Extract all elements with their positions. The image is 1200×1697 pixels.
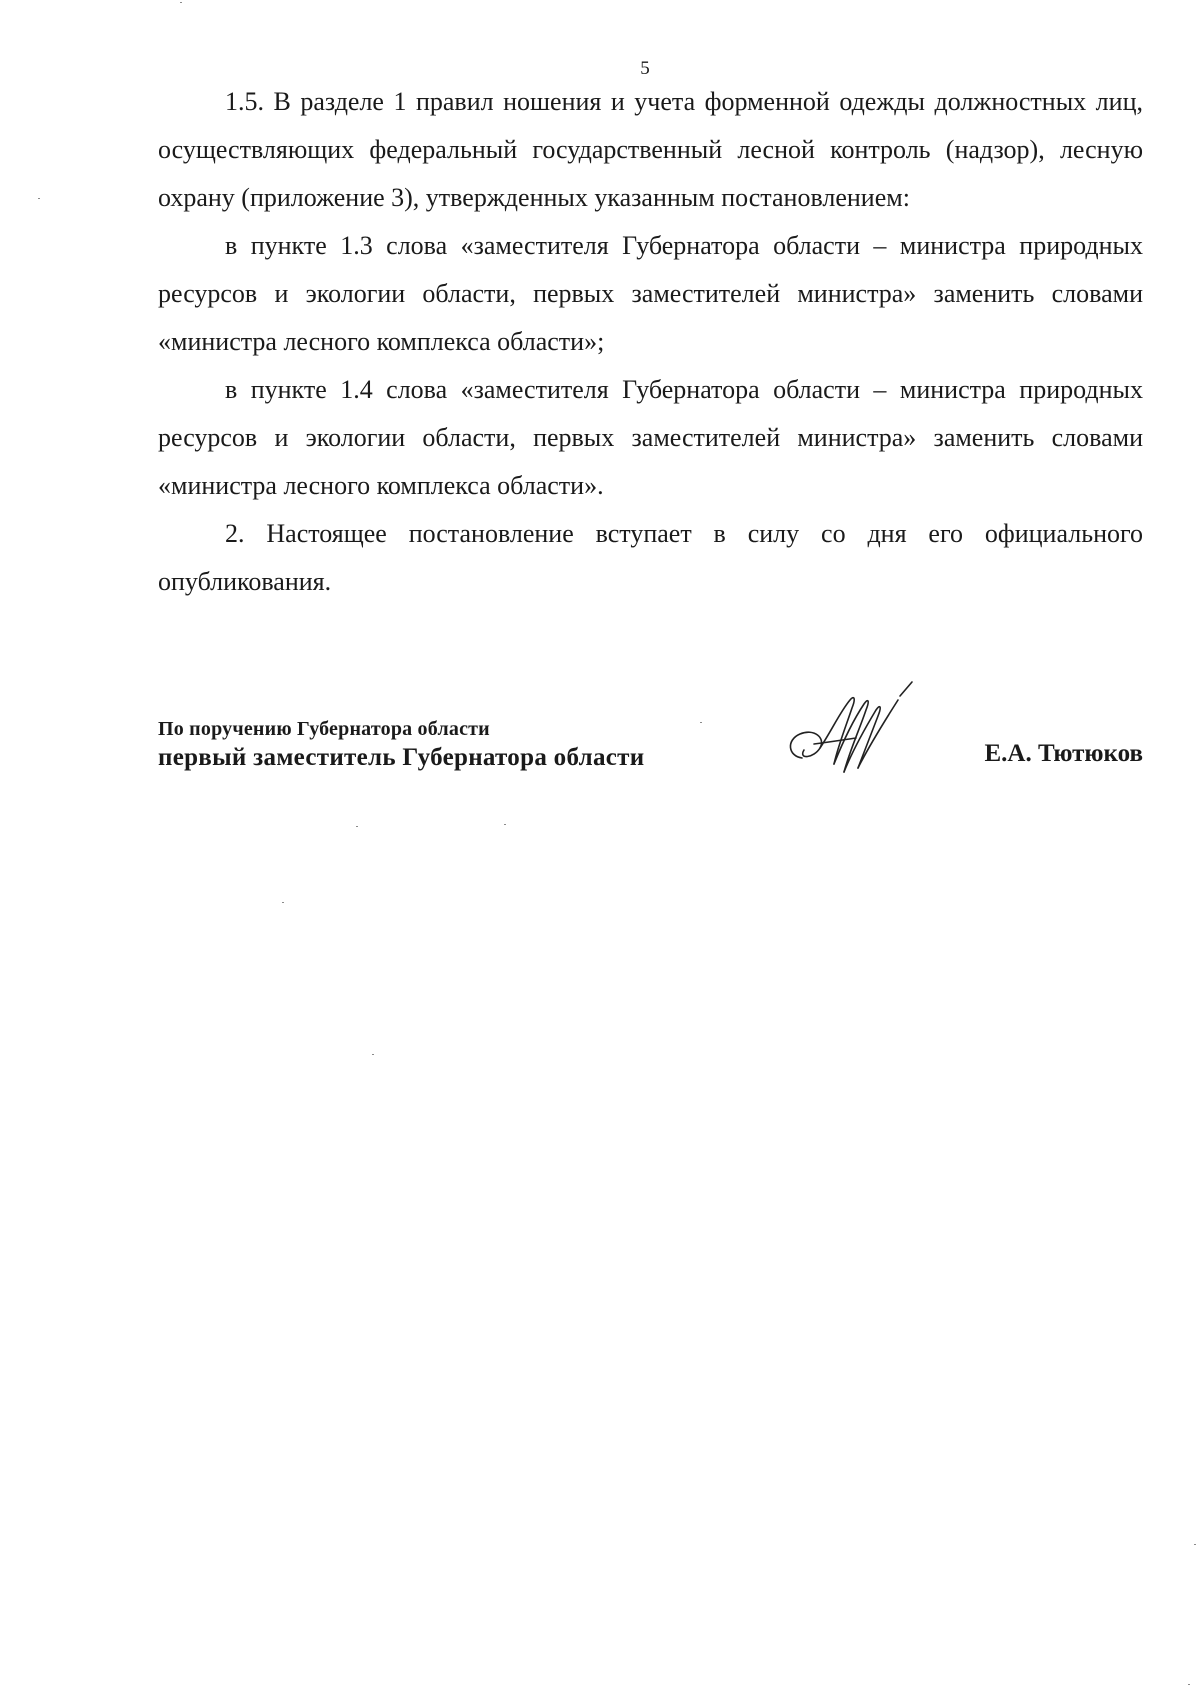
document-body [158, 78, 1143, 606]
paragraph-1-5: 1.5. В разделе 1 правил ношения и учета форменной одежды должностных лиц, осуществляющих федеральный государственный лесной контроль (надзор), лесную охрану (приложение 3), утвержденных указанным постановлением: [158, 87, 1143, 212]
signatory-name: Е.А. Тютюков [984, 740, 1143, 767]
scan-speck [1188, 1684, 1190, 1685]
scan-speck [372, 1054, 374, 1055]
paragraph-point-1-4: в пункте 1.4 слова «заместителя Губернатора области – министра природных ресурсов и экологии области, первых заместителей министра» заменить словами «министра лесного комплекса области». [158, 375, 1143, 500]
page-number: 5 [640, 58, 650, 79]
scan-speck [282, 902, 284, 903]
handwritten-signature-icon [780, 660, 930, 790]
scan-speck [180, 2, 182, 3]
signatory-authority-line: По поручению Губернатора области [158, 718, 490, 740]
scan-speck [504, 824, 506, 825]
scan-speck [1194, 1544, 1196, 1545]
signature-block [158, 718, 1143, 828]
paragraph-2-effective: 2. Настоящее постановление вступает в силу со дня его официального опубликования. [158, 519, 1143, 596]
signatory-position: первый заместитель Губернатора области [158, 744, 645, 771]
scan-speck [700, 722, 702, 723]
scan-speck [38, 198, 40, 199]
paragraph-point-1-3: в пункте 1.3 слова «заместителя Губернатора области – министра природных ресурсов и экологии области, первых заместителей министра» заменить словами «министра лесного комплекса области»; [158, 231, 1143, 356]
scan-speck [356, 826, 358, 827]
